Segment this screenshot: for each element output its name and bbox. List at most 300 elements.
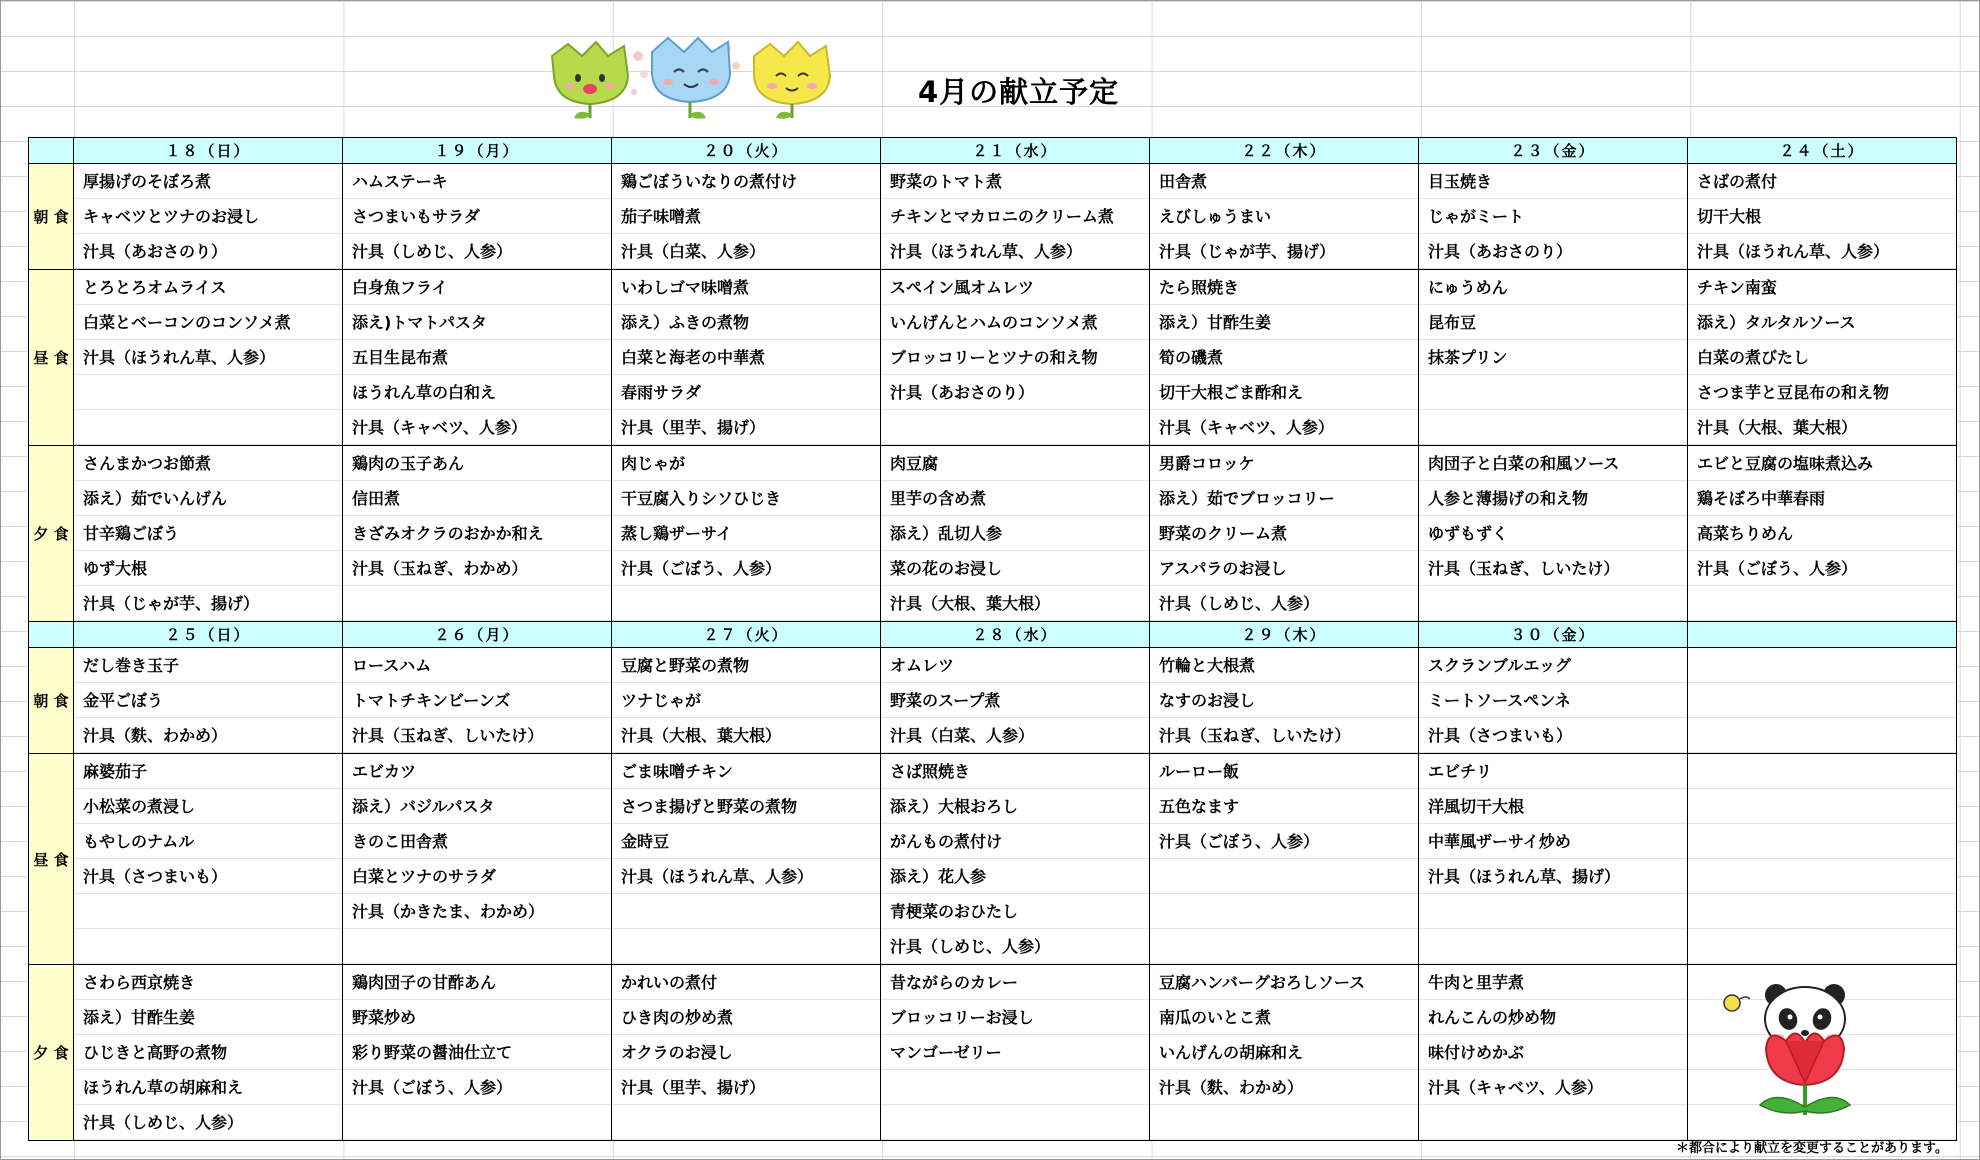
dish-list (612, 270, 880, 445)
breakfast-label: 朝 食 (29, 648, 74, 754)
menu-cell (612, 446, 881, 622)
dish-item: 添え）タルタルソース (1688, 305, 1956, 340)
title-row (0, 0, 1980, 135)
corner-header-cell (29, 622, 74, 648)
breakfast-label: 朝 食 (29, 164, 74, 270)
dish-list (74, 164, 342, 269)
dish-item: にゅうめん (1419, 270, 1687, 305)
empty-line (74, 894, 342, 929)
dish-item: いんげんの胡麻和え (1150, 1035, 1418, 1070)
lunch-label: 昼 食 (29, 754, 74, 965)
dish-item: 添え）茹でブロッコリー (1150, 481, 1418, 516)
dish-list (74, 270, 342, 445)
dish-item: 汁具（玉ねぎ、しいたけ） (1150, 718, 1418, 753)
dish-item: 汁具（しめじ、人参） (1150, 586, 1418, 621)
dish-item: 汁具（白菜、人参） (881, 718, 1149, 753)
dish-item: 干豆腐入りシソひじき (612, 481, 880, 516)
menu-cell (881, 754, 1150, 965)
dish-item: 白菜とベーコンのコンソメ煮 (74, 305, 342, 340)
empty-line (74, 375, 342, 410)
dish-item: エビと豆腐の塩味煮込み (1688, 446, 1956, 481)
empty-line (1419, 375, 1687, 410)
day-header: ２８（水） (881, 622, 1150, 648)
dish-item: 汁具（大根、葉大根） (612, 718, 880, 753)
dish-item: 汁具（しめじ、人参） (881, 929, 1149, 964)
menu-cell (1419, 270, 1688, 446)
lunch-row (29, 754, 1957, 965)
dish-item: 添え）茹でいんげん (74, 481, 342, 516)
dish-item: 汁具（かきたま、わかめ） (343, 894, 611, 929)
dish-item: オムレツ (881, 648, 1149, 683)
menu-cell (881, 965, 1150, 1141)
dish-item: いんげんとハムのコンソメ煮 (881, 305, 1149, 340)
menu-cell (612, 164, 881, 270)
dish-item: 中華風ザーサイ炒め (1419, 824, 1687, 859)
dish-item: 鶏肉団子の甘酢あん (343, 965, 611, 1000)
dish-item: 竹輪と大根煮 (1150, 648, 1418, 683)
dish-list (881, 270, 1149, 445)
dish-item: アスパラのお浸し (1150, 551, 1418, 586)
menu-cell (612, 754, 881, 965)
dish-list (1150, 446, 1418, 621)
dish-item: 汁具（しめじ、人参） (74, 1105, 342, 1140)
dish-item: 牛肉と里芋煮 (1419, 965, 1687, 1000)
dish-item: 鶏ごぼういなりの煮付け (612, 164, 880, 199)
dish-item: ほうれん草の胡麻和え (74, 1070, 342, 1105)
dish-item: さばの煮付 (1688, 164, 1956, 199)
dish-item: 添え）大根おろし (881, 789, 1149, 824)
dish-item: かれいの煮付 (612, 965, 880, 1000)
dish-item: 野菜のスープ煮 (881, 683, 1149, 718)
menu-cell (1150, 164, 1419, 270)
corner-header-cell (29, 138, 74, 164)
day-header: ２３（金） (1419, 138, 1688, 164)
dish-list (343, 965, 611, 1140)
empty-line (1419, 410, 1687, 445)
dish-item: 添え）花人参 (881, 859, 1149, 894)
breakfast-row (29, 648, 1957, 754)
menu-cell (1688, 446, 1957, 622)
menu-cell (881, 446, 1150, 622)
dish-item: ルーロー飯 (1150, 754, 1418, 789)
dish-item: 添え）甘酢生姜 (74, 1000, 342, 1035)
dish-item: ロースハム (343, 648, 611, 683)
dish-list (612, 965, 880, 1140)
dish-item: 野菜炒め (343, 1000, 611, 1035)
dish-item: ひじきと高野の煮物 (74, 1035, 342, 1070)
dish-item: ゆず大根 (74, 551, 342, 586)
dish-list (881, 754, 1149, 964)
dish-list (74, 754, 342, 964)
empty-line (1688, 824, 1956, 859)
dish-item: 汁具（大根、葉大根） (1688, 410, 1956, 445)
menu-cell (343, 446, 612, 622)
dish-item: エビチリ (1419, 754, 1687, 789)
dish-item: スクランブルエッグ (1419, 648, 1687, 683)
dish-item: さんまかつお節煮 (74, 446, 342, 481)
dish-item: エビカツ (343, 754, 611, 789)
dish-item: とろとろオムライス (74, 270, 342, 305)
menu-cell (1688, 164, 1957, 270)
empty-line (1688, 683, 1956, 718)
menu-cell (881, 164, 1150, 270)
menu-cell (881, 648, 1150, 754)
menu-cell (1150, 270, 1419, 446)
dish-item: 汁具（しめじ、人参） (343, 234, 611, 269)
dish-item: 菜の花のお浸し (881, 551, 1149, 586)
dish-item: キャベツとツナのお浸し (74, 199, 342, 234)
menu-cell (1150, 754, 1419, 965)
menu-cell (1419, 648, 1688, 754)
dish-item: 男爵コロッケ (1150, 446, 1418, 481)
dish-list (74, 446, 342, 621)
empty-line (1688, 789, 1956, 824)
dish-item: 汁具（麩、わかめ） (1150, 1070, 1418, 1105)
dish-item: 肉豆腐 (881, 446, 1149, 481)
empty-line (1688, 648, 1956, 683)
dish-item: ツナじゃが (612, 683, 880, 718)
menu-cell (1419, 754, 1688, 965)
dish-list (343, 446, 611, 621)
dish-item: 青梗菜のおひたし (881, 894, 1149, 929)
dish-item: 小松菜の煮浸し (74, 789, 342, 824)
menu-table (28, 137, 1957, 1141)
empty-line (1150, 929, 1418, 964)
dish-item: 汁具（里芋、揚げ） (612, 410, 880, 445)
dish-item: だし巻き玉子 (74, 648, 342, 683)
dish-list (1150, 648, 1418, 753)
dish-item: 鶏肉の玉子あん (343, 446, 611, 481)
week-header-row (29, 138, 1957, 164)
menu-cell (881, 270, 1150, 446)
dish-list (1419, 164, 1687, 269)
dish-list (1419, 446, 1687, 621)
dish-item: 彩り野菜の醤油仕立て (343, 1035, 611, 1070)
menu-cell (612, 648, 881, 754)
empty-line (881, 1105, 1149, 1140)
dish-item: 五目生昆布煮 (343, 340, 611, 375)
dish-item: 筍の磯煮 (1150, 340, 1418, 375)
menu-cell (1150, 446, 1419, 622)
dish-item: 添え）甘酢生姜 (1150, 305, 1418, 340)
dish-item: 汁具（さつまいも） (74, 859, 342, 894)
dish-list (1150, 965, 1418, 1140)
empty-line (612, 586, 880, 621)
day-header: ２７（火） (612, 622, 881, 648)
empty-line (1150, 894, 1418, 929)
menu-cell (343, 270, 612, 446)
dish-item: 白菜の煮びたし (1688, 340, 1956, 375)
dish-item: 野菜のクリーム煮 (1150, 516, 1418, 551)
dish-item: 汁具（ほうれん草、人参） (612, 859, 880, 894)
dish-item: 汁具（玉ねぎ、しいたけ） (343, 718, 611, 753)
menu-cell (74, 270, 343, 446)
dish-item: ほうれん草の白和え (343, 375, 611, 410)
empty-line (74, 929, 342, 964)
dish-item: 麻婆茄子 (74, 754, 342, 789)
day-header: ３０（金） (1419, 622, 1688, 648)
dish-item: チキンとマカロニのクリーム煮 (881, 199, 1149, 234)
empty-line (612, 894, 880, 929)
dish-item: 蒸し鶏ザーサイ (612, 516, 880, 551)
breakfast-row (29, 164, 1957, 270)
dish-item: 汁具（キャベツ、人参） (1419, 1070, 1687, 1105)
dish-item: 高菜ちりめん (1688, 516, 1956, 551)
dish-list (1419, 648, 1687, 753)
dish-list (1419, 270, 1687, 445)
tulip-faces-illustration (548, 26, 852, 122)
dinner-label: 夕 食 (29, 965, 74, 1141)
dish-item: えびしゅうまい (1150, 199, 1418, 234)
dish-item: 抹茶プリン (1419, 340, 1687, 375)
dish-list (1688, 648, 1956, 753)
dish-item: 茄子味噌煮 (612, 199, 880, 234)
dish-item: 田舎煮 (1150, 164, 1418, 199)
day-header: ２４（土） (1688, 138, 1957, 164)
empty-line (343, 929, 611, 964)
empty-line (1419, 1105, 1687, 1140)
week-header-row (29, 622, 1957, 648)
menu-cell (1419, 446, 1688, 622)
dish-item: オクラのお浸し (612, 1035, 880, 1070)
dish-item: チキン南蛮 (1688, 270, 1956, 305)
menu-cell (1419, 965, 1688, 1141)
day-header: １８（日） (74, 138, 343, 164)
dish-item: さわら西京焼き (74, 965, 342, 1000)
dish-list (881, 648, 1149, 753)
dish-item: さつまいもサラダ (343, 199, 611, 234)
dish-item: 汁具（じゃが芋、揚げ） (1150, 234, 1418, 269)
dish-item: 汁具（あおさのり） (1419, 234, 1687, 269)
menu-cell (612, 965, 881, 1141)
dish-list (612, 648, 880, 753)
menu-cell (343, 754, 612, 965)
day-header: ２９（木） (1150, 622, 1419, 648)
dish-item: きざみオクラのおかか和え (343, 516, 611, 551)
menu-cell (1419, 164, 1688, 270)
dish-item: 金時豆 (612, 824, 880, 859)
dish-list (1419, 965, 1687, 1140)
footnote: ＊都合により献立を変更することがあります。 (1676, 1141, 1948, 1156)
dish-item: ミートソースペンネ (1419, 683, 1687, 718)
dish-list (1150, 270, 1418, 445)
dish-item: 汁具（ほうれん草、人参） (881, 234, 1149, 269)
dish-item: ゆずもずく (1419, 516, 1687, 551)
menu-cell (74, 965, 343, 1141)
dish-item: 汁具（大根、葉大根） (881, 586, 1149, 621)
empty-line (612, 929, 880, 964)
dish-list (881, 965, 1149, 1140)
dish-list (74, 648, 342, 753)
empty-line (881, 410, 1149, 445)
dish-item: 春雨サラダ (612, 375, 880, 410)
empty-line (1688, 859, 1956, 894)
day-header: ２５（日） (74, 622, 343, 648)
dish-item: 汁具（ごぼう、人参） (1688, 551, 1956, 586)
menu-cell (1688, 270, 1957, 446)
dish-item: ひき肉の炒め煮 (612, 1000, 880, 1035)
dish-item: 汁具（白菜、人参） (612, 234, 880, 269)
menu-cell (74, 754, 343, 965)
dish-item: たら照焼き (1150, 270, 1418, 305)
menu-cell (1150, 648, 1419, 754)
dinner-row (29, 446, 1957, 622)
dish-list (1688, 754, 1956, 964)
dish-list (1688, 164, 1956, 269)
dish-item: スペイン風オムレツ (881, 270, 1149, 305)
dish-item: 白菜と海老の中華煮 (612, 340, 880, 375)
dish-item: 白菜とツナのサラダ (343, 859, 611, 894)
page-title: 4月の献立予定 (918, 75, 1120, 109)
dish-item: 甘辛鶏ごぼう (74, 516, 342, 551)
empty-line (1688, 754, 1956, 789)
empty-line (612, 1105, 880, 1140)
dish-item: 昆布豆 (1419, 305, 1687, 340)
empty-line (1419, 586, 1687, 621)
dish-item: 南瓜のいとこ煮 (1150, 1000, 1418, 1035)
dish-item: 汁具（キャベツ、人参） (343, 410, 611, 445)
dish-item: 添え)トマトパスタ (343, 305, 611, 340)
empty-line (1688, 929, 1956, 964)
dish-item: なすのお浸し (1150, 683, 1418, 718)
dish-item: 汁具（じゃが芋、揚げ） (74, 586, 342, 621)
dish-list (74, 965, 342, 1140)
dish-item: いわしゴマ味噌煮 (612, 270, 880, 305)
panda-tulip-illustration (1706, 979, 1880, 1119)
dish-item: 汁具（玉ねぎ、わかめ） (343, 551, 611, 586)
dish-item: 里芋の含め煮 (881, 481, 1149, 516)
dish-item: 切干大根 (1688, 199, 1956, 234)
dish-item: 目玉焼き (1419, 164, 1687, 199)
dish-item: 豆腐と野菜の煮物 (612, 648, 880, 683)
dish-item: ごま味噌チキン (612, 754, 880, 789)
dish-item: 肉じゃが (612, 446, 880, 481)
dish-item: 五色なます (1150, 789, 1418, 824)
dish-list (1419, 754, 1687, 964)
dish-list (612, 754, 880, 964)
empty-line (881, 1070, 1149, 1105)
dish-item: 添え）バジルパスタ (343, 789, 611, 824)
menu-cell (74, 164, 343, 270)
dish-list (1688, 446, 1956, 621)
dish-item: 汁具（あおさのり） (881, 375, 1149, 410)
dish-item: 添え）ふきの煮物 (612, 305, 880, 340)
day-header: ２１（水） (881, 138, 1150, 164)
lunch-row (29, 270, 1957, 446)
empty-line (1150, 1105, 1418, 1140)
dish-item: 汁具（さつまいも） (1419, 718, 1687, 753)
dish-item: 汁具（キャベツ、人参） (1150, 410, 1418, 445)
dish-list (881, 446, 1149, 621)
dinner-label: 夕 食 (29, 446, 74, 622)
day-header: １９（月） (343, 138, 612, 164)
dish-item: 厚揚げのそぼろ煮 (74, 164, 342, 199)
menu-cell (1688, 965, 1957, 1141)
empty-line (1688, 894, 1956, 929)
dinner-row (29, 965, 1957, 1141)
dish-item: さつま揚げと野菜の煮物 (612, 789, 880, 824)
dish-list (612, 164, 880, 269)
dish-item: 汁具（里芋、揚げ） (612, 1070, 880, 1105)
dish-item: さば照焼き (881, 754, 1149, 789)
dish-list (612, 446, 880, 621)
dish-item: 汁具（ごぼう、人参） (612, 551, 880, 586)
dish-item: じゃがミート (1419, 199, 1687, 234)
dish-item: 汁具（ごぼう、人参） (1150, 824, 1418, 859)
dish-list (1150, 754, 1418, 964)
dish-item: 汁具（ほうれん草、人参） (1688, 234, 1956, 269)
dish-list (343, 164, 611, 269)
menu-cell (343, 648, 612, 754)
dish-item: 野菜のトマト煮 (881, 164, 1149, 199)
empty-line (1688, 718, 1956, 753)
dish-item: 添え）乱切人参 (881, 516, 1149, 551)
day-header (1688, 622, 1957, 648)
menu-cell (343, 965, 612, 1141)
empty-line (343, 1105, 611, 1140)
dish-item: マンゴーゼリー (881, 1035, 1149, 1070)
day-header: ２６（月） (343, 622, 612, 648)
empty-line (1688, 586, 1956, 621)
dish-item: トマトチキンビーンズ (343, 683, 611, 718)
menu-cell (1688, 754, 1957, 965)
empty-line (1419, 929, 1687, 964)
menu-cell (612, 270, 881, 446)
menu-cell (74, 446, 343, 622)
dish-item: 人参と薄揚げの和え物 (1419, 481, 1687, 516)
dish-item: がんもの煮付け (881, 824, 1149, 859)
dish-item: 鶏そぼろ中華春雨 (1688, 481, 1956, 516)
dish-item: もやしのナムル (74, 824, 342, 859)
dish-item: 豆腐ハンバーグおろしソース (1150, 965, 1418, 1000)
dish-list (343, 270, 611, 445)
dish-list (881, 164, 1149, 269)
menu-cell (1150, 965, 1419, 1141)
empty-line (74, 410, 342, 445)
menu-cell (343, 164, 612, 270)
dish-item: 洋風切干大根 (1419, 789, 1687, 824)
dish-item: ハムステーキ (343, 164, 611, 199)
menu-cell (74, 648, 343, 754)
dish-item: れんこんの炒め物 (1419, 1000, 1687, 1035)
dish-item: 切干大根ごま酢和え (1150, 375, 1418, 410)
dish-list (1150, 164, 1418, 269)
dish-item: 金平ごぼう (74, 683, 342, 718)
dish-item: 白身魚フライ (343, 270, 611, 305)
day-header: ２０（火） (612, 138, 881, 164)
dish-item: ブロッコリーとツナの和え物 (881, 340, 1149, 375)
dish-list (343, 754, 611, 964)
dish-item: 汁具（ほうれん草、人参） (74, 340, 342, 375)
dish-list (1688, 270, 1956, 445)
empty-line (1150, 859, 1418, 894)
dish-list (343, 648, 611, 753)
dish-item: 信田煮 (343, 481, 611, 516)
dish-item: 汁具（玉ねぎ、しいたけ） (1419, 551, 1687, 586)
lunch-label: 昼 食 (29, 270, 74, 446)
dish-item: ブロッコリーお浸し (881, 1000, 1149, 1035)
dish-item: きのこ田舎煮 (343, 824, 611, 859)
dish-item: 味付けめかぶ (1419, 1035, 1687, 1070)
day-header: ２２（木） (1150, 138, 1419, 164)
dish-item: 肉団子と白菜の和風ソース (1419, 446, 1687, 481)
empty-line (343, 586, 611, 621)
dish-item: 汁具（麩、わかめ） (74, 718, 342, 753)
empty-line (1419, 894, 1687, 929)
dish-item: 汁具（ほうれん草、揚げ） (1419, 859, 1687, 894)
dish-item: 汁具（ごぼう、人参） (343, 1070, 611, 1105)
dish-item: 昔ながらのカレー (881, 965, 1149, 1000)
